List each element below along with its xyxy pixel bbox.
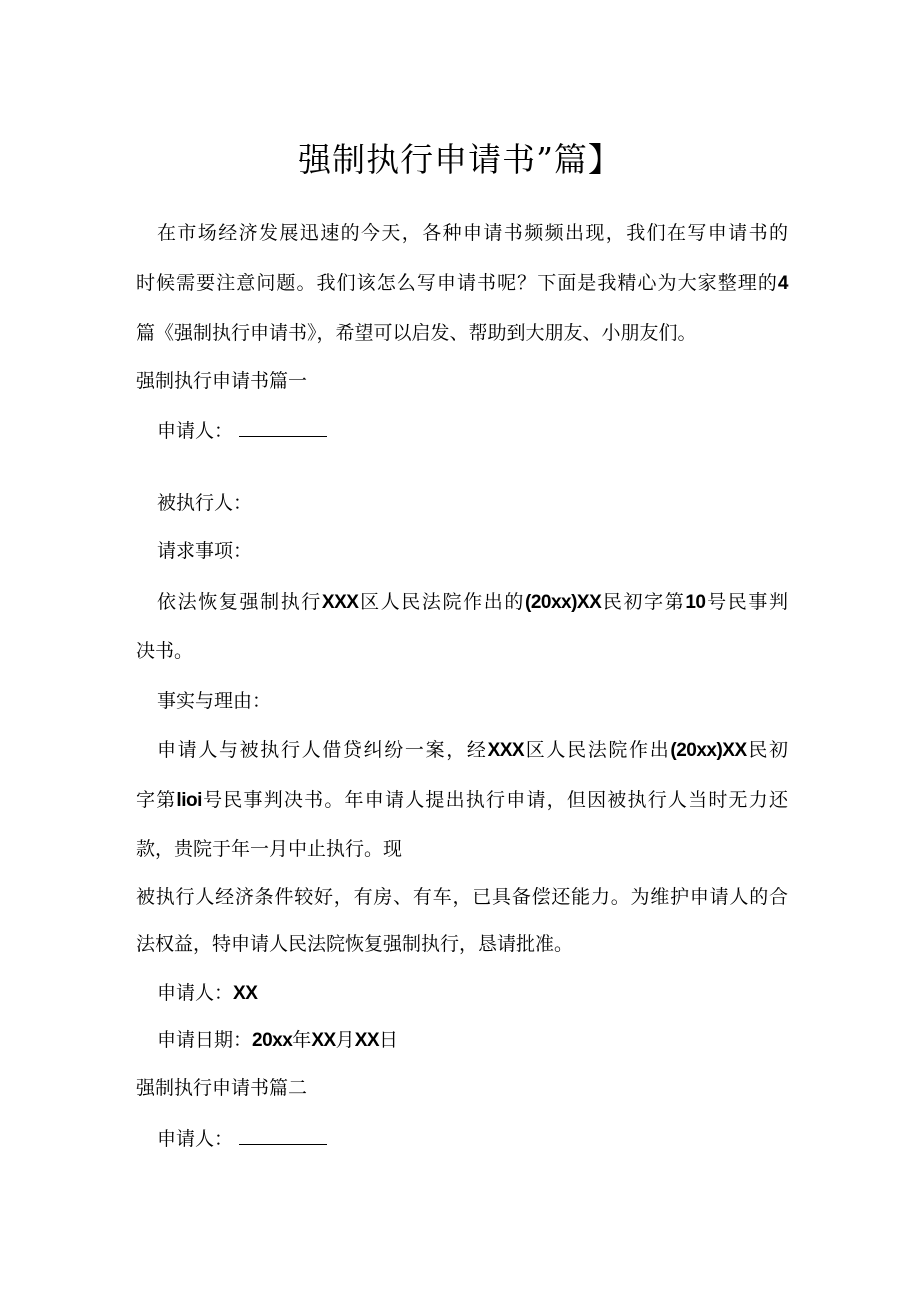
date-label: 申请日期： bbox=[157, 1029, 253, 1051]
section-1-heading: 强制执行申请书篇一 bbox=[136, 370, 308, 392]
section-2-heading: 强制执行申请书篇二 bbox=[136, 1077, 308, 1099]
applicant-label: 申请人： bbox=[157, 1128, 234, 1150]
signature-value: XX bbox=[233, 983, 258, 1004]
applicant-blank bbox=[239, 416, 327, 437]
intro-line-2: 时候需要注意问题。我们该怎么写申请书呢？下面是我精心为大家整理的4 bbox=[136, 272, 788, 294]
respondent-label: 被执行人： bbox=[157, 492, 253, 514]
facts-label: 事实与理由： bbox=[157, 690, 272, 712]
applicant-blank bbox=[239, 1124, 327, 1145]
date-month: XX bbox=[311, 1030, 336, 1051]
facts-line-2: 字第lioi号民事判决书。年申请人提出执行申请，但因被执行人当时无力还 bbox=[136, 789, 788, 811]
intro-line-3: 篇《强制执行申请书》，希望可以启发、帮助到大朋友、小朋友们。 bbox=[136, 322, 697, 344]
applicant-label: 申请人： bbox=[157, 420, 234, 442]
intro-count: 4 bbox=[777, 273, 788, 294]
application-date-row: 申请日期：20xx年XX月XX日 bbox=[157, 1029, 399, 1051]
facts-line-4: 被执行人经济条件较好，有房、有车，已具备偿还能力。为维护申请人的合 bbox=[136, 886, 788, 908]
date-year: 20xx bbox=[252, 1030, 293, 1051]
facts-line-1: 申请人与被执行人借贷纠纷一案，经XXX区人民法院作出(20xx)XX民初 bbox=[157, 739, 788, 761]
request-label: 请求事项： bbox=[157, 540, 253, 562]
section-2-applicant-row bbox=[157, 1124, 327, 1154]
signature-row bbox=[157, 978, 257, 1009]
date-day: XX bbox=[354, 1030, 380, 1051]
request-line-1: 依法恢复强制执行XXX区人民法院作出的(20xx)XX民初字第10号民事判 bbox=[157, 591, 788, 613]
signature-label: 申请人： bbox=[157, 982, 234, 1004]
facts-line-5: 法权益，特申请人民法院恢复强制执行，恳请批准。 bbox=[136, 933, 574, 955]
request-line-2: 决书。 bbox=[136, 640, 194, 662]
section-1-applicant-row bbox=[157, 416, 327, 446]
document-title: 强制执行申请书”篇】 bbox=[298, 140, 622, 179]
facts-line-3: 款，贵院于年一月中止执行。现 bbox=[136, 838, 403, 860]
intro-line-1: 在市场经济发展迅速的今天，各种申请书频频出现，我们在写申请书的 bbox=[157, 222, 788, 244]
